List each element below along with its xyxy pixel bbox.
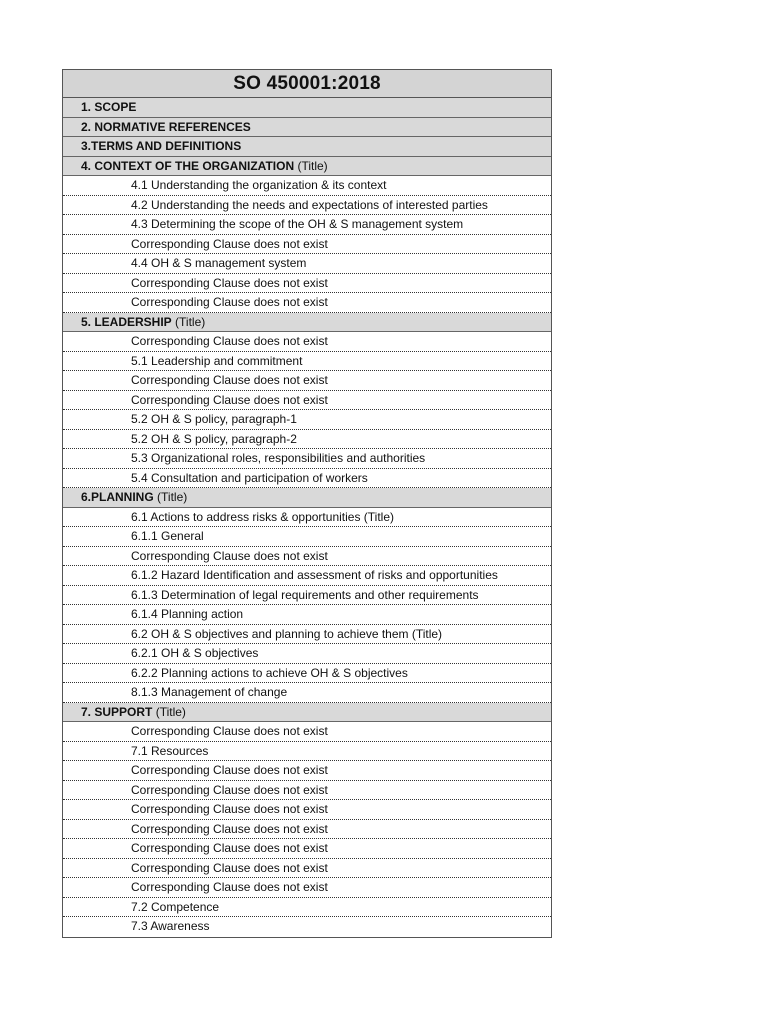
section-name: 6.PLANNING <box>81 490 154 504</box>
clause-text: Corresponding Clause does not exist <box>131 860 328 875</box>
clause-text: 7.2 Competence <box>131 899 220 914</box>
clause-row <box>63 878 551 898</box>
clause-row <box>63 644 551 664</box>
clause-text: 5.3 Organizational roles, responsibilities and authorities <box>131 451 426 465</box>
clause-row <box>63 839 551 859</box>
clause-text: 6.1.2 Hazard Identification and assessment of risks and opportunities <box>131 568 498 582</box>
section-suffix: (Title) <box>152 704 186 719</box>
clause-text: Corresponding Clause does not exist <box>131 802 328 816</box>
clause-text: Corresponding Clause does not exist <box>131 841 328 855</box>
clause-text: Corresponding Clause does not exist <box>131 763 328 777</box>
section-name: 7. SUPPORT <box>81 704 153 719</box>
clause-text: Corresponding Clause does not exist <box>131 392 328 407</box>
clause-text: Corresponding Clause does not exist <box>131 275 328 290</box>
clause-row <box>63 664 551 684</box>
clause-row <box>63 293 551 313</box>
section-row <box>63 98 551 118</box>
section-row <box>63 157 551 177</box>
clause-text: 5.2 OH & S policy, paragraph-1 <box>131 412 297 426</box>
clause-row <box>63 722 551 742</box>
clause-text: 6.1.3 Determination of legal requirements and other requirements <box>131 587 479 602</box>
clause-text: 6.1 Actions to address risks & opportunities (Title) <box>131 509 395 524</box>
clause-row <box>63 215 551 235</box>
clause-text: Corresponding Clause does not exist <box>131 821 328 836</box>
clause-text: Corresponding Clause does not exist <box>131 880 328 894</box>
section-suffix: (Title) <box>171 314 206 329</box>
table-body <box>63 98 551 937</box>
clause-text: 7.1 Resources <box>131 743 209 758</box>
section-name: 3.TERMS AND DEFINITIONS <box>81 139 242 153</box>
clause-row <box>63 469 551 489</box>
section-name: 5. LEADERSHIP <box>81 314 172 329</box>
clause-text: Corresponding Clause does not exist <box>131 373 328 387</box>
clause-text: 7.3 Awareness <box>131 919 210 933</box>
clause-row <box>63 820 551 840</box>
clause-row <box>63 274 551 294</box>
section-suffix: (Title) <box>153 490 188 504</box>
section-row <box>63 137 551 157</box>
section-suffix: (Title) <box>294 158 328 173</box>
section-row <box>63 118 551 138</box>
section-row <box>63 313 551 333</box>
section-name: 4. CONTEXT OF THE ORGANIZATION <box>81 158 295 173</box>
clause-text: 4.1 Understanding the organization & its context <box>131 178 387 192</box>
clause-text: 5.1 Leadership and commitment <box>131 353 303 368</box>
section-name: 2. NORMATIVE REFERENCES <box>81 119 251 134</box>
clause-text: 4.4 OH & S management system <box>131 256 307 270</box>
clause-row <box>63 742 551 762</box>
clause-text: 4.3 Determining the scope of the OH & S management system <box>131 217 464 231</box>
clause-text: 6.1.1 General <box>131 529 204 543</box>
clause-text: Corresponding Clause does not exist <box>131 334 328 348</box>
clause-row <box>63 508 551 528</box>
clause-text: 5.2 OH & S policy, paragraph-2 <box>131 431 297 446</box>
section-row <box>63 488 551 508</box>
clause-row <box>63 196 551 216</box>
clause-text: 6.1.4 Planning action <box>131 607 244 621</box>
clause-row <box>63 683 551 703</box>
clause-row <box>63 332 551 352</box>
clause-text: 6.2.1 OH & S objectives <box>131 646 259 660</box>
clause-row <box>63 625 551 645</box>
clause-text: Corresponding Clause does not exist <box>131 236 328 251</box>
clause-text: 4.2 Understanding the needs and expectations of interested parties <box>131 197 488 212</box>
clause-row <box>63 761 551 781</box>
clause-text: 6.2.2 Planning actions to achieve OH & S objectives <box>131 665 408 680</box>
clause-row <box>63 917 551 937</box>
clause-row <box>63 547 551 567</box>
clause-text: Corresponding Clause does not exist <box>131 782 328 797</box>
clause-row <box>63 566 551 586</box>
clause-text: Corresponding Clause does not exist <box>131 548 328 563</box>
clause-row <box>63 235 551 255</box>
clause-text: Corresponding Clause does not exist <box>131 724 328 738</box>
clause-row <box>63 586 551 606</box>
clause-row <box>63 781 551 801</box>
clause-row <box>63 605 551 625</box>
clause-row <box>63 430 551 450</box>
clause-row <box>63 898 551 918</box>
clause-text: 8.1.3 Management of change <box>131 685 288 699</box>
clause-table <box>62 69 552 938</box>
clause-row <box>63 859 551 879</box>
clause-row <box>63 527 551 547</box>
clause-row <box>63 176 551 196</box>
clause-row <box>63 391 551 411</box>
section-row <box>63 703 551 723</box>
clause-text: 5.4 Consultation and participation of workers <box>131 470 368 485</box>
section-name: 1. SCOPE <box>81 100 137 114</box>
clause-text: 6.2 OH & S objectives and planning to achieve them (Title) <box>131 626 443 641</box>
clause-row <box>63 254 551 274</box>
clause-row <box>63 800 551 820</box>
table-title: SO 450001:2018 <box>63 69 551 98</box>
clause-row <box>63 410 551 430</box>
clause-row <box>63 371 551 391</box>
clause-row <box>63 449 551 469</box>
clause-row <box>63 352 551 372</box>
clause-text: Corresponding Clause does not exist <box>131 295 328 309</box>
